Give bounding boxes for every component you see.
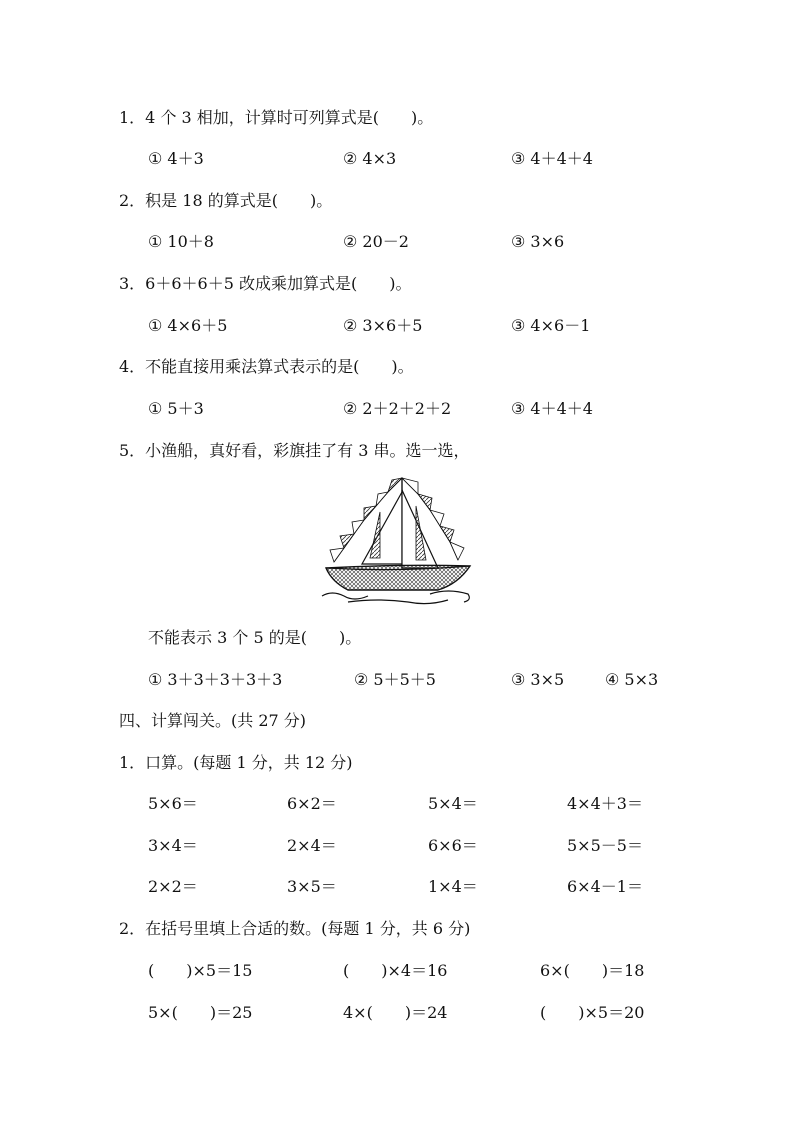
q4-option-1: ① 5＋3: [148, 399, 204, 418]
q1-option-2: ② 4×3: [343, 149, 397, 168]
q5-option-2: ② 5＋5＋5: [354, 670, 436, 689]
calc-item: 6×4－1＝: [567, 877, 643, 896]
calc-item: 5×5－5＝: [567, 836, 643, 855]
section-4-title: 四、计算闯关。(共 27 分): [119, 711, 307, 730]
q1-option-1: ① 4＋3: [148, 149, 204, 168]
q5-option-4: ④ 5×3: [605, 670, 659, 689]
question-1-stem: 1．4 个 3 相加，计算时可列算式是( )。: [119, 108, 434, 127]
q5-option-1: ① 3＋3＋3＋3＋3: [148, 670, 283, 689]
calc-item: 6×2＝: [287, 794, 337, 813]
q3-option-1: ① 4×6＋5: [148, 316, 228, 335]
q2-option-2: ② 20－2: [343, 232, 409, 251]
fill-blank-item: ( )×4＝16: [343, 961, 448, 980]
q4-option-2: ② 2＋2＋2＋2: [343, 399, 452, 418]
calc-item: 1×4＝: [428, 877, 478, 896]
calc-item: 2×2＝: [148, 877, 198, 896]
q3-option-2: ② 3×6＋5: [343, 316, 423, 335]
question-5-stem: 5．小渔船，真好看，彩旗挂了有 3 串。选一选，: [119, 441, 470, 460]
fill-blank-item: 6×( )＝18: [540, 961, 645, 980]
q5-option-3: ③ 3×5: [511, 670, 565, 689]
fill-blank-item: ( )×5＝15: [148, 961, 253, 980]
fill-blank-item: 5×( )＝25: [148, 1003, 253, 1022]
question-3-stem: 3．6＋6＋6＋5 改成乘加算式是( )。: [119, 274, 412, 293]
q2-option-1: ① 10＋8: [148, 232, 214, 251]
question-4-stem: 4．不能直接用乘法算式表示的是( )。: [119, 357, 414, 376]
fill-blank-item: ( )×5＝20: [540, 1003, 645, 1022]
calc-item: 2×4＝: [287, 836, 337, 855]
q2-option-3: ③ 3×6: [511, 232, 565, 251]
sailboat-illustration: [318, 472, 474, 608]
q3-option-3: ③ 4×6－1: [511, 316, 591, 335]
q1-option-3: ③ 4＋4＋4: [511, 149, 593, 168]
calc-item: 3×5＝: [287, 877, 337, 896]
calc-item: 4×4＋3＝: [567, 794, 643, 813]
question-2-stem: 2．积是 18 的算式是( )。: [119, 191, 333, 210]
calc-item: 3×4＝: [148, 836, 198, 855]
question-5-subprompt: 不能表示 3 个 5 的是( )。: [148, 628, 362, 647]
calc-2-title: 2．在括号里填上合适的数。(每题 1 分，共 6 分): [119, 919, 471, 938]
calc-item: 5×6＝: [148, 794, 198, 813]
fill-blank-item: 4×( )＝24: [343, 1003, 448, 1022]
calc-item: 5×4＝: [428, 794, 478, 813]
calc-1-title: 1．口算。(每题 1 分，共 12 分): [119, 753, 353, 772]
calc-item: 6×6＝: [428, 836, 478, 855]
q4-option-3: ③ 4＋4＋4: [511, 399, 593, 418]
